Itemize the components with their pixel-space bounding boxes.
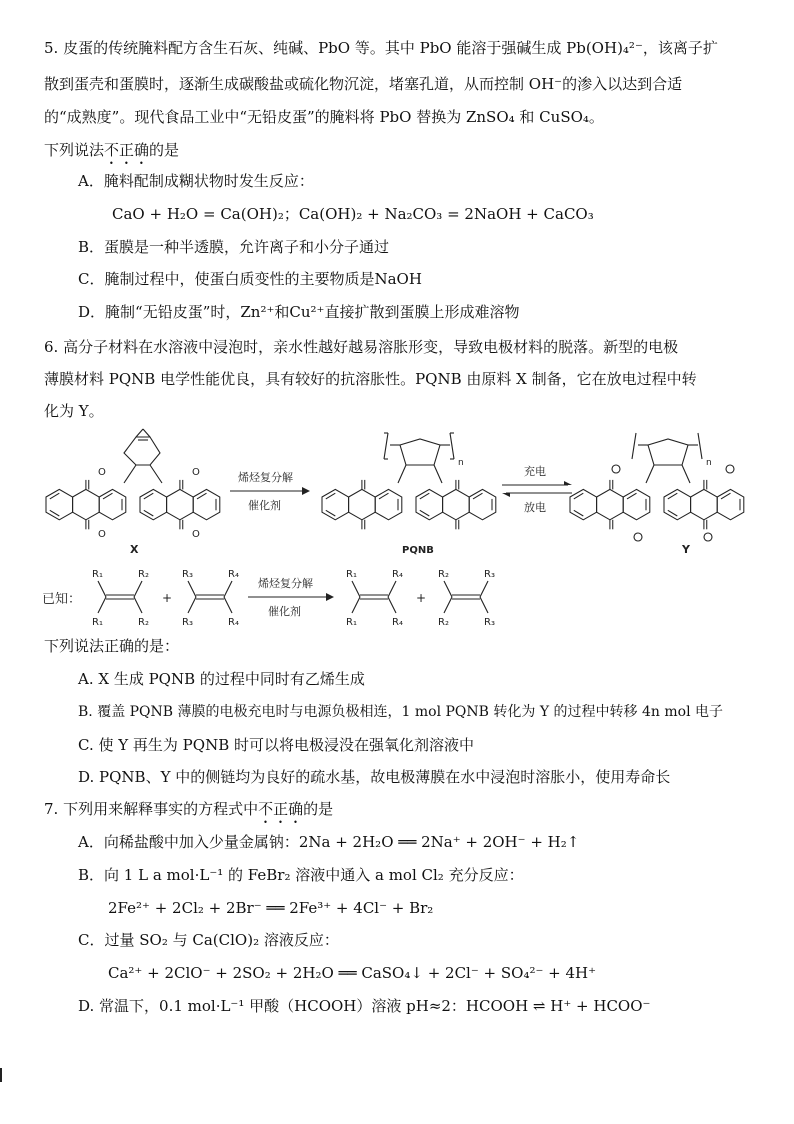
alkene1-r1-bottom: R₁ <box>92 617 103 628</box>
alkene-4 <box>444 581 488 613</box>
page-edge-mark <box>0 1068 2 1082</box>
q5-stem-pre: 下列说法 <box>44 141 105 159</box>
q5-line-3: 的“成熟度”。现代食品工业中“无铅皮蛋”的腌料将 PbO 替换为 ZnSO₄ 和 CuSO₄。 <box>44 108 604 126</box>
molecule-x <box>46 429 220 540</box>
alkene2-r4-bottom: R₄ <box>228 617 239 628</box>
q7-option-c: C．过量 SO₂ 与 Ca(ClO)₂ 溶液反应： <box>78 931 339 949</box>
label-y: Y <box>682 543 690 556</box>
svg-text:O: O <box>192 467 200 478</box>
y-n: n <box>706 458 712 468</box>
alkene-2 <box>188 581 232 613</box>
alkene4-r2-bottom: R₂ <box>438 617 449 628</box>
svg-text:O: O <box>98 467 106 478</box>
arrow2-top-label: 充电 <box>524 465 546 478</box>
q7-option-c-equation: Ca²⁺ + 2ClO⁻ + 2SO₂ + 2H₂O ══ CaSO₄↓ + 2Cl⁻ + SO₄²⁻ + 4H⁺ <box>108 964 597 982</box>
q5-option-d: D．腌制“无铅皮蛋”时，Zn²⁺和Cu²⁺直接扩散到蛋膜上形成难溶物 <box>78 303 520 321</box>
q7-option-a: A．向稀盐酸中加入少量金属钠：2Na + 2H₂O ══ 2Na⁺ + 2OH⁻ + H₂↑ <box>78 833 580 851</box>
arrow1-bottom-label: 催化剂 <box>248 499 281 512</box>
molecule-y <box>570 433 744 541</box>
molecule-pqnb <box>322 433 496 529</box>
alkene4-r3-bottom: R₃ <box>484 617 495 628</box>
q6-option-b: B. 覆盖 PQNB 薄膜的电极充电时与电源负极相连，1 mol PQNB 转化为 Y 的过程中转移 4n mol 电子 <box>78 704 723 720</box>
q5-stem <box>44 140 179 168</box>
q6-option-d: D. PQNB、Y 中的侧链均为良好的疏水基，故电极薄膜在水中浸泡时溶胀小，使用寿命长 <box>78 768 671 786</box>
known-arrow-bottom: 催化剂 <box>268 605 301 618</box>
q5-line-2: 散到蛋壳和蛋膜时，逐渐生成碳酸盐或硫化物沉淀，堵塞孔道，从而控制 OH⁻的渗入以达到合适 <box>44 75 683 93</box>
alkene1-r1-top: R₁ <box>92 569 103 580</box>
arrow1-top-label: 烯烃复分解 <box>238 471 293 484</box>
label-pqnb: PQNB <box>402 545 434 556</box>
q7-option-b: B．向 1 L a mol·L⁻¹ 的 FeBr₂ 溶液中通入 a mol Cl₂ 充分反应： <box>78 866 524 884</box>
q6-line-1: 6. 高分子材料在水溶液中浸泡时，亲水性越好越易溶胀形变，导致电极材料的脱落。新型的电极 <box>44 338 679 356</box>
q5-option-a: A．腌料配制成糊状物时发生反应： <box>78 172 314 190</box>
arrow2-bottom-label: 放电 <box>524 501 546 514</box>
q5-line-1: 5. 皮蛋的传统腌料配方含生石灰、纯碱、PbO 等。其中 PbO 能溶于强碱生成 Pb(OH)₄²⁻，该离子扩 <box>44 39 718 57</box>
q6-option-c: C. 使 Y 再生为 PQNB 时可以将电极浸没在强氧化剂溶液中 <box>78 736 474 754</box>
q7-option-b-equation: 2Fe²⁺ + 2Cl₂ + 2Br⁻ ══ 2Fe³⁺ + 4Cl⁻ + Br₂ <box>108 899 434 917</box>
q5-stem-emphasis: 不正确 <box>104 141 150 159</box>
alkene-3 <box>352 581 396 613</box>
q5-option-c: C．腌制过程中，使蛋白质变性的主要物质是NaOH <box>78 270 422 288</box>
alkene2-r4-top: R₄ <box>228 569 239 580</box>
known-label: 已知： <box>42 592 82 607</box>
q6-line-3: 化为 Y。 <box>44 402 104 420</box>
q5-option-a-equation: CaO + H₂O = Ca(OH)₂；Ca(OH)₂ + Na₂CO₃ = 2NaOH + CaCO₃ <box>112 205 594 223</box>
alkene-1 <box>98 581 142 613</box>
plus-1: + <box>162 591 173 605</box>
q6-line-2: 薄膜材料 PQNB 电学性能优良，具有较好的抗溶胀性。PQNB 由原料 X 制备，它在放电过程中转 <box>44 370 697 388</box>
q6-stem: 下列说法正确的是： <box>44 637 180 655</box>
alkene3-r1-bottom: R₁ <box>346 617 357 628</box>
alkene1-r2-top: R₂ <box>138 569 149 580</box>
q6-option-a: A. X 生成 PQNB 的过程中同时有乙烯生成 <box>78 670 365 688</box>
q5-option-b: B．蛋膜是一种半透膜，允许离子和小分子通过 <box>78 238 390 256</box>
alkene2-r3-top: R₃ <box>182 569 193 580</box>
alkene3-r4-top: R₄ <box>392 569 403 580</box>
alkene3-r4-bottom: R₄ <box>392 617 403 628</box>
svg-text:O: O <box>192 529 200 540</box>
alkene4-r3-top: R₃ <box>484 569 495 580</box>
alkene4-r2-top: R₂ <box>438 569 449 580</box>
q7-stem-post: 的是 <box>303 800 334 818</box>
plus-2: + <box>416 591 427 605</box>
q7-stem-emphasis: 不正确 <box>258 800 304 818</box>
label-x: X <box>130 543 139 556</box>
alkene2-r3-bottom: R₃ <box>182 617 193 628</box>
q7-stem <box>44 799 333 827</box>
known-arrow-top: 烯烃复分解 <box>258 577 313 590</box>
q7-option-d: D. 常温下，0.1 mol·L⁻¹ 甲酸（HCOOH）溶液 pH≈2：HCOOH ⇌ H⁺ + HCOO⁻ <box>78 997 651 1015</box>
q7-stem-pre: 7. 下列用来解释事实的方程式中 <box>44 800 259 818</box>
alkene1-r2-bottom: R₂ <box>138 617 149 628</box>
reaction-scheme <box>40 425 770 630</box>
svg-text:O: O <box>98 529 106 540</box>
alkene3-r1-top: R₁ <box>346 569 357 580</box>
pqnb-n: n <box>458 458 464 468</box>
q5-stem-post: 的是 <box>149 141 180 159</box>
